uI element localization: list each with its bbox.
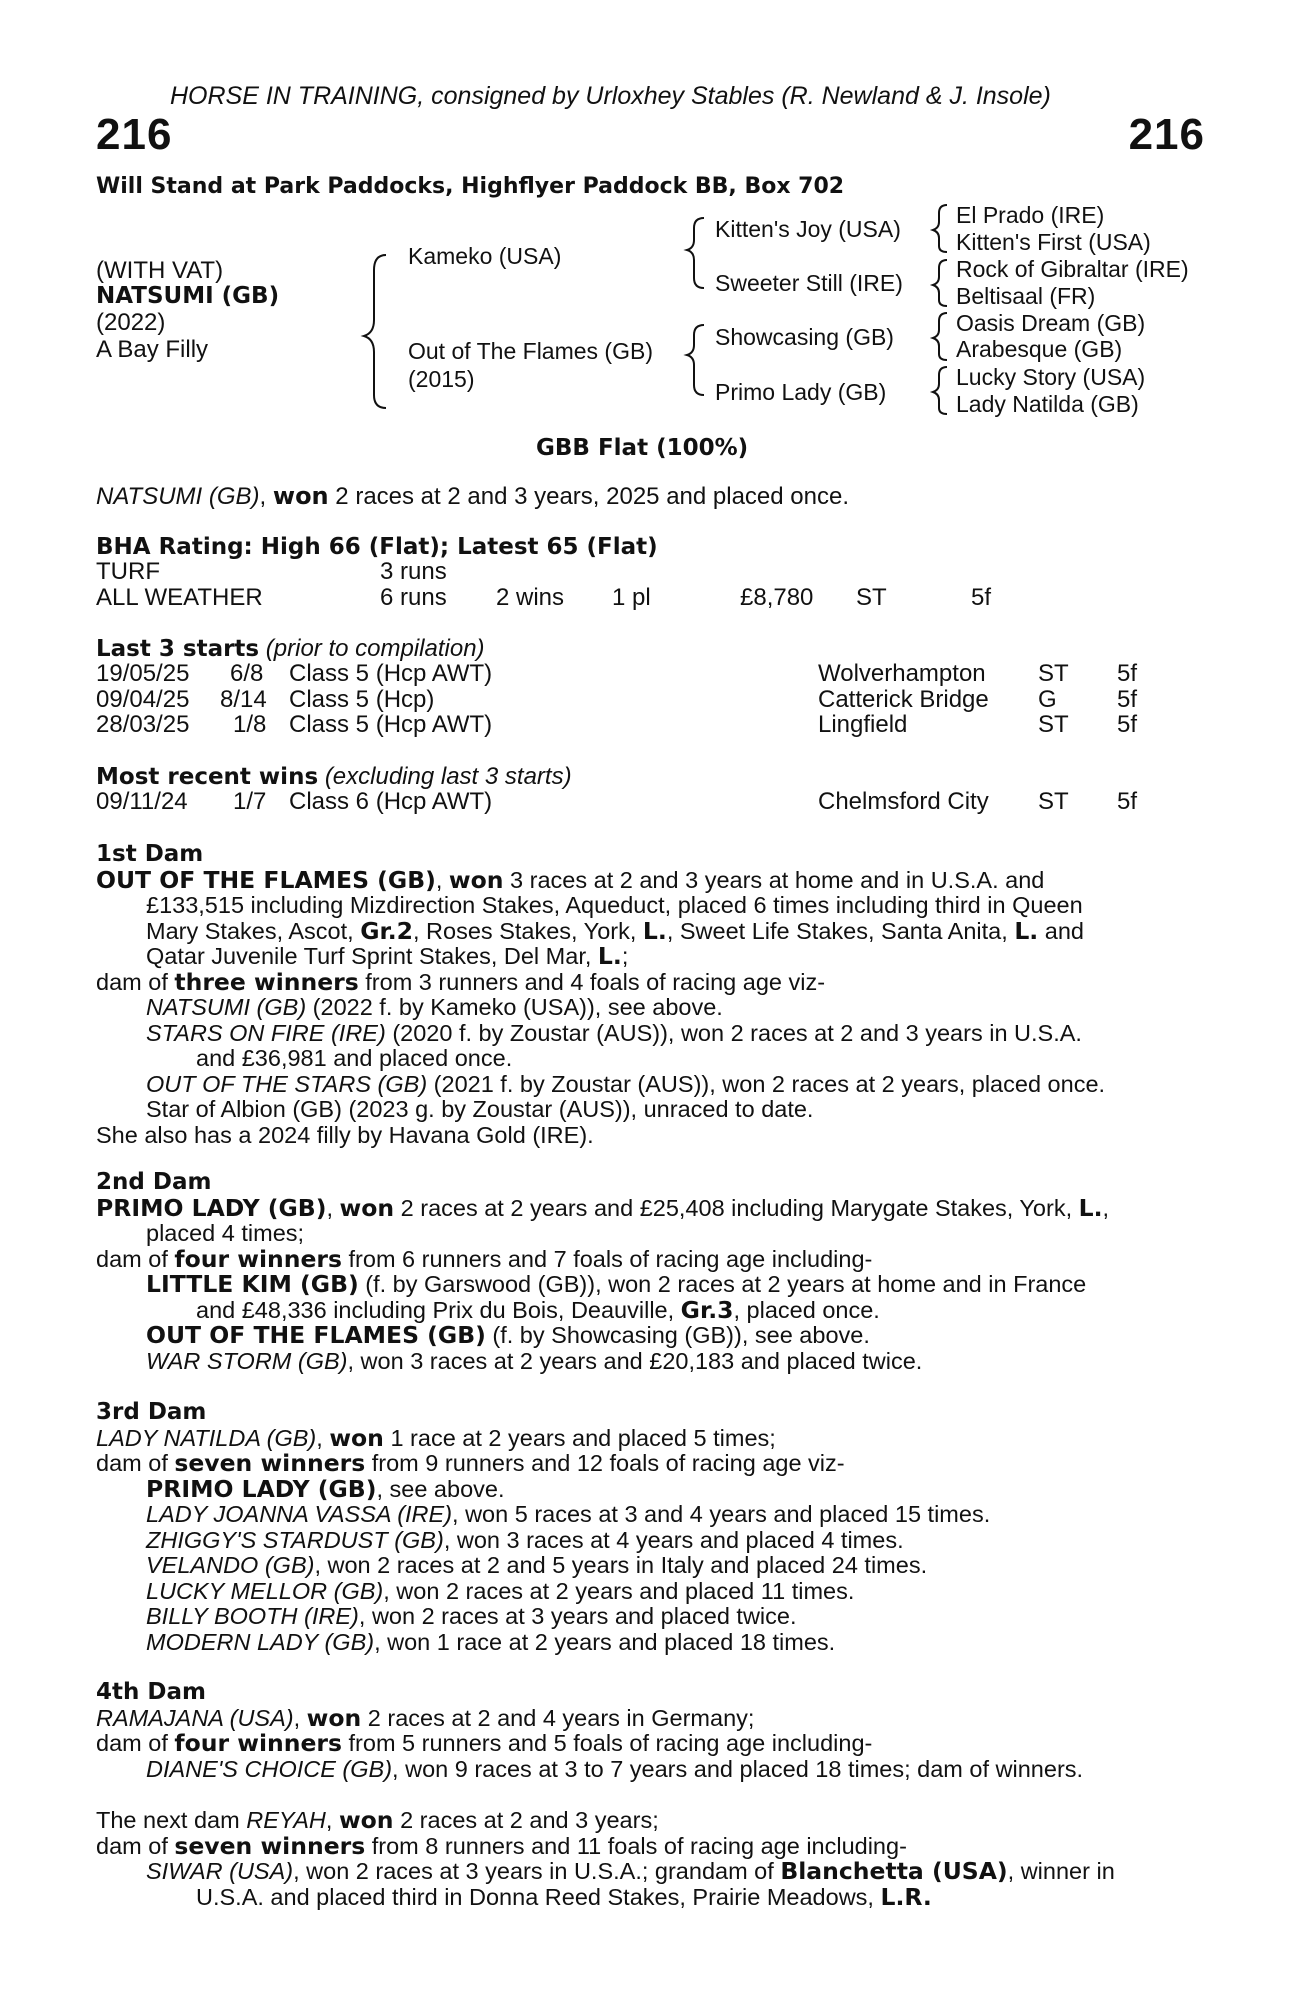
next-dam-produce-1-text3: U.S.A. and placed third in Donna Reed Stakes, Prairie Meadows, — [196, 1883, 881, 1910]
list-item — [96, 1630, 1206, 1656]
next-dam-produce-1-grandchild: Blanchetta (USA) — [780, 1857, 1008, 1885]
horse-year: (2022) — [96, 309, 166, 336]
fourth-dam-text-1: 2 races at 2 and 4 years in Germany; — [361, 1704, 755, 1731]
last3-row-3-course: Lingfield — [818, 711, 908, 738]
fourth-dam-line-1: RAMAJANA (USA), won 2 races at 2 and 4 years in Germany; — [96, 1703, 755, 1732]
consignment-header: HORSE IN TRAINING, consigned by Urloxhey Stables (R. Newland & J. Insole) — [170, 82, 1051, 110]
next-dam-produce-1-text: , won 2 races at 3 years in U.S.A.; grandam of — [293, 1858, 781, 1884]
second-dam-produce-3-name: WAR STORM (GB) — [146, 1347, 348, 1374]
first-dam-produce-2-cont: and £36,981 and placed once. — [196, 1045, 513, 1071]
second-dam-damof-a: dam of — [96, 1245, 175, 1272]
pedigree-sire: Kameko (USA) — [408, 243, 562, 269]
first-dam-produce-2-text: (2020 f. by Zoustar (AUS)), won 2 races at 2 and 3 years in U.S.A. — [385, 1019, 1082, 1046]
first-dam-title: 1st Dam — [96, 841, 204, 867]
second-dam-produce-1-text: (f. by Garswood (GB)), won 2 races at 2 years at home and in France — [358, 1271, 1087, 1297]
third-dam-item-3-name: VELANDO (GB) — [146, 1552, 315, 1578]
last3-row-3-date: 28/03/25 — [96, 711, 190, 738]
first-dam-produce-1-text: (2022 f. by Kameko (USA)), see above. — [306, 994, 723, 1020]
pedigree-sire-dam: Sweeter Still (IRE) — [715, 270, 903, 296]
recent-row-1-class: Class 6 (Hcp AWT) — [289, 788, 493, 815]
recent-row-1-dist: 5f — [1117, 788, 1138, 815]
last3-row-3-going: ST — [1038, 711, 1069, 738]
first-dam-text-3a: Mary Stakes, Ascot, — [146, 917, 361, 944]
last3-row-1-dist: 5f — [1117, 660, 1138, 687]
third-dam-item-5-text: , won 2 races at 3 years and placed twice. — [358, 1603, 797, 1629]
third-dam-line-1: LADY NATILDA (GB), won 1 race at 2 years and placed 5 times; — [96, 1423, 776, 1452]
next-dam-damof-c: from 8 runners and 11 foals of racing age including- — [365, 1832, 907, 1859]
third-dam-name: LADY NATILDA (GB) — [96, 1424, 317, 1451]
lot-number-left: 216 — [96, 110, 173, 159]
aw-wins: 2 wins — [496, 584, 565, 611]
second-dam-produce-3 — [96, 1349, 1206, 1375]
fourth-dam-damof-a: dam of — [96, 1730, 175, 1756]
third-dam-section — [96, 1400, 1206, 1655]
pedigree-dam: Out of The Flames (GB) — [408, 338, 653, 364]
last3-note: (prior to compilation) — [265, 635, 485, 662]
third-dam-title: 3rd Dam — [96, 1399, 207, 1425]
third-dam-item-1-name: LADY JOANNA VASSA (IRE) — [146, 1501, 453, 1527]
first-dam-won: won — [448, 865, 504, 894]
pedigree-g5: Oasis Dream (GB) — [956, 310, 1146, 336]
second-dam-winners: four winners — [174, 1244, 342, 1273]
pedigree-sire-sire: Kitten's Joy (USA) — [715, 216, 901, 242]
third-dam-won: won — [329, 1423, 384, 1452]
second-dam-damof-c: from 6 runners and 7 foals of racing age including- — [342, 1245, 873, 1272]
first-dam-name: OUT OF THE FLAMES (GB) — [96, 865, 436, 894]
pedigree-g1: El Prado (IRE) — [956, 202, 1105, 228]
second-dam-line-2: placed 4 times; — [146, 1220, 305, 1246]
third-dam-item-4-text: , won 2 races at 2 years and placed 11 times. — [383, 1577, 855, 1604]
horse-description: A Bay Filly — [96, 336, 209, 363]
list-item — [96, 1604, 1206, 1630]
last3-row-2-dist: 5f — [1117, 686, 1138, 713]
next-dam-text-b: , — [325, 1807, 339, 1833]
last3-row-2-going: G — [1038, 686, 1057, 713]
fourth-dam-name: RAMAJANA (USA) — [96, 1704, 294, 1731]
third-dam-produce-1-name: PRIMO LADY (GB) — [146, 1474, 377, 1503]
first-dam-produce-1 — [96, 995, 1206, 1021]
summary-horse-name: NATSUMI (GB) — [96, 483, 260, 510]
recent-note: (excluding last 3 starts) — [324, 763, 572, 790]
third-dam-produce-line — [96, 1451, 1206, 1477]
last3-row-2-class: Class 5 (Hcp) — [289, 686, 435, 713]
last3-row-1-pos: 6/8 — [230, 660, 264, 687]
third-dam-damof-c: from 9 runners and 12 foals of racing age viz- — [365, 1450, 845, 1476]
list-item — [96, 1528, 1206, 1554]
last3-heading — [96, 636, 485, 662]
last3-row-3-pos: 1/8 — [233, 711, 267, 738]
third-dam-item-6-text: , won 1 race at 2 years and placed 18 times. — [374, 1628, 836, 1655]
list-item — [96, 1553, 1206, 1579]
next-dam-text-a: The next dam — [96, 1807, 247, 1833]
next-dam-damof-a: dam of — [96, 1832, 175, 1859]
pedigree-dam-dam: Primo Lady (GB) — [715, 379, 887, 405]
third-dam-item-3-text: , won 2 races at 2 and 5 years in Italy and placed 24 times. — [314, 1552, 928, 1578]
turf-runs: 3 runs — [380, 558, 447, 585]
pedigree-g8: Lady Natilda (GB) — [956, 391, 1139, 417]
last3-title: Last 3 starts — [96, 636, 260, 662]
first-dam-also: She also has a 2024 filly by Havana Gold (IRE). — [96, 1121, 594, 1148]
recent-row-1-going: ST — [1038, 788, 1069, 815]
second-dam-name: PRIMO LADY (GB) — [96, 1193, 327, 1222]
next-dam-section — [96, 1808, 1206, 1910]
second-dam-title: 2nd Dam — [96, 1169, 212, 1195]
aw-prize-money: £8,780 — [740, 584, 814, 611]
pedigree-g4: Beltisaal (FR) — [956, 283, 1096, 309]
list-item — [96, 1579, 1206, 1605]
first-dam-damof-a: dam of — [96, 968, 175, 995]
last3-row-3-class: Class 5 (Hcp AWT) — [289, 711, 493, 738]
pedigree-g2: Kitten's First (USA) — [956, 229, 1151, 255]
recent-row-1-course: Chelmsford City — [818, 788, 989, 815]
first-dam-text-4b: ; — [621, 943, 629, 969]
second-dam-line-1: PRIMO LADY (GB), won 2 races at 2 years and £25,408 including Marygate Stakes, York, L., — [96, 1193, 1110, 1222]
first-dam-produce-1-name: NATSUMI (GB) — [146, 994, 307, 1020]
gbb-label: GBB Flat (100%) — [536, 435, 749, 461]
second-dam-produce-3-text: , won 3 races at 2 years and £20,183 and placed twice. — [347, 1347, 923, 1374]
aw-label: ALL WEATHER — [96, 584, 263, 611]
recent-row-1-pos: 1/7 — [233, 788, 267, 815]
third-dam-item-1-text: , won 5 races at 3 and 4 years and placed 15 times. — [452, 1501, 991, 1527]
first-dam-listed-3: L. — [597, 942, 622, 970]
pedigree-g3: Rock of Gibraltar (IRE) — [956, 256, 1189, 282]
fourth-dam-damof-c: from 5 runners and 5 foals of racing age including- — [342, 1730, 873, 1756]
fourth-dam-section — [96, 1680, 1206, 1782]
last3-row-2-date: 09/04/25 — [96, 686, 190, 713]
next-dam-produce-1-cont — [96, 1882, 1206, 1911]
second-dam-produce-1-text2b: , placed once. — [733, 1296, 880, 1323]
location-line: Will Stand at Park Paddocks, Highflyer Paddock BB, Box 702 — [96, 174, 845, 199]
first-dam-text-3b: , Roses Stakes, York, — [413, 917, 643, 944]
third-dam-produce-1-text: , see above. — [376, 1475, 505, 1502]
next-dam-won: won — [338, 1806, 394, 1834]
fourth-dam-title: 4th Dam — [96, 1679, 206, 1705]
recent-heading — [96, 764, 572, 790]
second-dam-gr3: Gr.3 — [680, 1295, 734, 1324]
list-item — [96, 1502, 1206, 1528]
pedigree-g6: Arabesque (GB) — [956, 336, 1123, 362]
first-dam-line-2: £133,515 including Mizdirection Stakes, Aqueduct, placed 6 times including third in Queen — [146, 892, 1083, 918]
first-dam-listed-2: L. — [1014, 916, 1039, 945]
first-dam-section — [96, 842, 1206, 1148]
second-dam-produce-1-text2a: and £48,336 including Prix du Bois, Deauville, — [196, 1296, 681, 1323]
pedigree-dam-year: (2015) — [408, 366, 475, 392]
second-dam-produce-2-name: OUT OF THE FLAMES (GB) — [146, 1321, 486, 1349]
second-dam-produce-2 — [96, 1323, 1206, 1349]
next-dam-winners: seven winners — [174, 1831, 366, 1860]
last3-row-1-date: 19/05/25 — [96, 660, 190, 687]
recent-title: Most recent wins — [96, 764, 319, 790]
second-dam-listed: L. — [1078, 1193, 1103, 1222]
last3-row-1-going: ST — [1038, 660, 1069, 687]
first-dam-winners: three winners — [174, 967, 359, 996]
fourth-dam-won: won — [306, 1703, 362, 1732]
last3-row-2-pos: 8/14 — [220, 686, 267, 713]
third-dam-item-5-name: BILLY BOOTH (IRE) — [146, 1603, 359, 1629]
second-dam-produce-2-text: (f. by Showcasing (GB)), see above. — [485, 1322, 870, 1348]
aw-going: ST — [856, 584, 887, 611]
first-dam-produce-3 — [96, 1072, 1206, 1098]
pedigree-dam-sire: Showcasing (GB) — [715, 324, 894, 350]
first-dam-line-1: OUT OF THE FLAMES (GB), won 3 races at 2 and 3 years at home and in U.S.A. and — [96, 865, 1045, 894]
first-dam-line-3 — [96, 916, 1206, 945]
next-dam-name: REYAH — [246, 1807, 326, 1833]
next-dam-produce-1-text2: , winner in — [1007, 1858, 1115, 1884]
third-dam-item-2-text: , won 3 races at 4 years and placed 4 times. — [443, 1526, 904, 1553]
second-dam-text-1b: , — [1102, 1194, 1110, 1221]
turf-label: TURF — [96, 558, 160, 585]
third-dam-damof-a: dam of — [96, 1450, 175, 1476]
first-dam-line-4 — [96, 944, 1206, 970]
recent-row-1-date: 09/11/24 — [96, 788, 188, 815]
summary-won: won — [272, 482, 329, 510]
first-dam-text-4a: Qatar Juvenile Turf Sprint Stakes, Del Mar, — [146, 943, 598, 969]
aw-placed: 1 pl — [612, 584, 651, 611]
aw-distance: 5f — [971, 584, 992, 611]
summary-line: NATSUMI (GB), won 2 races at 2 and 3 years, 2025 and placed once. — [96, 482, 849, 510]
first-dam-produce-3-text: (2021 f. by Zoustar (AUS)), won 2 races at 2 years, placed once. — [427, 1070, 1106, 1097]
next-dam-produce-line — [96, 1831, 1206, 1860]
first-dam-produce-3-name: OUT OF THE STARS (GB) — [146, 1070, 428, 1097]
next-dam-text-c: 2 races at 2 and 3 years; — [393, 1807, 659, 1833]
last3-row-1-class: Class 5 (Hcp AWT) — [289, 660, 493, 687]
third-dam-item-6-name: MODERN LADY (GB) — [146, 1628, 375, 1655]
next-dam-produce-1 — [96, 1859, 1206, 1885]
next-dam-listed-restricted: L.R. — [880, 1882, 932, 1911]
vat-note: (WITH VAT) — [96, 257, 224, 284]
third-dam-item-2-name: ZHIGGY'S STARDUST (GB) — [146, 1526, 444, 1553]
first-dam-produce-2-name: STARS ON FIRE (IRE) — [146, 1019, 386, 1046]
first-dam-text-1: 3 races at 2 and 3 years at home and in U.S.A. and — [503, 866, 1045, 893]
pedigree-g7: Lucky Story (USA) — [956, 364, 1146, 390]
first-dam-produce-2 — [96, 1021, 1206, 1047]
lot-number-right: 216 — [1128, 110, 1205, 159]
fourth-dam-produce-line — [96, 1731, 1206, 1757]
first-dam-text-3d: and — [1038, 917, 1084, 944]
fourth-dam-winners: four winners — [174, 1729, 342, 1757]
second-dam-text-1: 2 races at 2 years and £25,408 including Marygate Stakes, York, — [394, 1194, 1079, 1221]
first-dam-produce-line — [96, 967, 1206, 996]
last3-row-2-course: Catterick Bridge — [818, 686, 989, 713]
second-dam-produce-line — [96, 1244, 1206, 1273]
horse-name: NATSUMI (GB) — [96, 283, 280, 309]
fourth-dam-produce-1 — [96, 1757, 1206, 1783]
first-dam-listed-1: L. — [642, 916, 667, 945]
bha-rating-title: BHA Rating: High 66 (Flat); Latest 65 (Flat) — [96, 534, 658, 560]
summary-text: 2 races at 2 and 3 years, 2025 and placed once. — [328, 483, 849, 510]
last3-row-1-course: Wolverhampton — [818, 660, 986, 687]
third-dam-produce-1 — [96, 1474, 1206, 1503]
fourth-dam-produce-1-name: DIANE'S CHOICE (GB) — [146, 1755, 393, 1782]
next-dam-produce-1-name: SIWAR (USA) — [146, 1858, 294, 1884]
second-dam-produce-1-name: LITTLE KIM (GB) — [146, 1270, 359, 1298]
first-dam-damof-c: from 3 runners and 4 foals of racing age viz- — [358, 968, 826, 995]
third-dam-winners: seven winners — [174, 1449, 366, 1477]
second-dam-produce-1-cont — [96, 1295, 1206, 1324]
third-dam-text-1: 1 race at 2 years and placed 5 times; — [383, 1424, 776, 1451]
first-dam-produce-4: Star of Albion (GB) (2023 g. by Zoustar (AUS)), unraced to date. — [146, 1096, 814, 1122]
next-dam-line-1 — [96, 1808, 1206, 1834]
third-dam-item-4-name: LUCKY MELLOR (GB) — [146, 1577, 384, 1604]
first-dam-gr2: Gr.2 — [360, 916, 413, 945]
last3-row-3-dist: 5f — [1117, 711, 1138, 738]
second-dam-section — [96, 1170, 1206, 1374]
second-dam-produce-1 — [96, 1272, 1206, 1298]
fourth-dam-produce-1-text: , won 9 races at 3 to 7 years and placed 18 times; dam of winners. — [392, 1755, 1084, 1782]
aw-runs: 6 runs — [380, 584, 447, 611]
second-dam-won: won — [339, 1193, 395, 1222]
first-dam-text-3c: , Sweet Life Stakes, Santa Anita, — [666, 917, 1015, 944]
